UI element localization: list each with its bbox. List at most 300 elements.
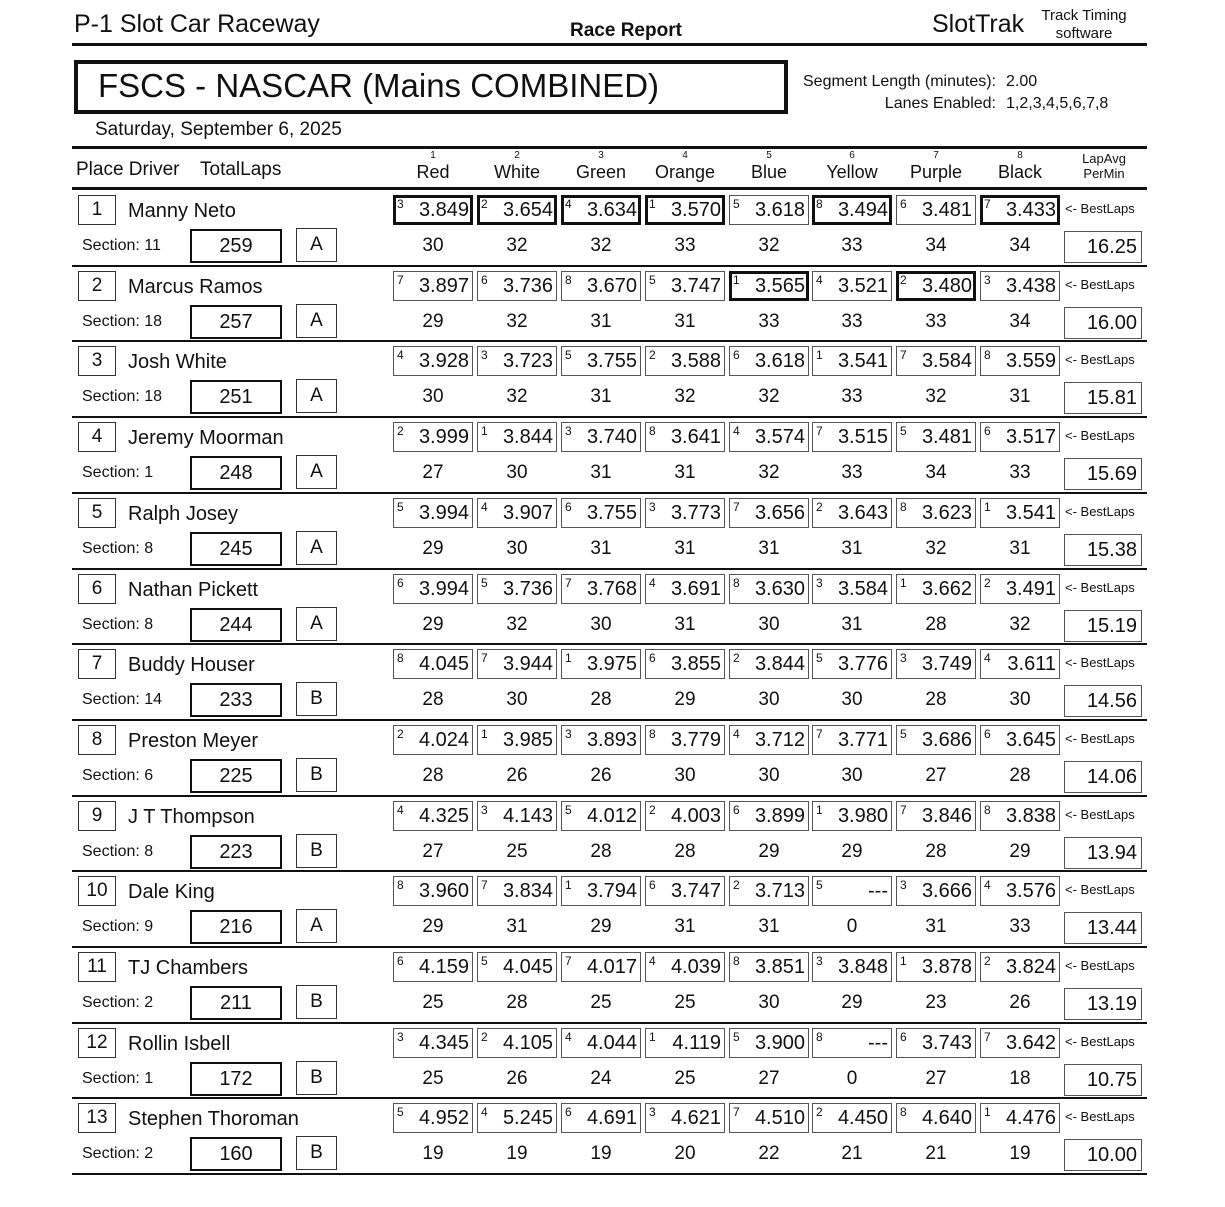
lap-avg-per-min: 13.19	[1064, 988, 1142, 1020]
lane-lap-count: 25	[422, 992, 444, 1013]
best-lap-lane: 2	[733, 878, 740, 893]
lane-lap-count: 30	[758, 992, 780, 1013]
best-lap-time: 4.105	[502, 1031, 553, 1054]
brand-name: SlotTrak	[932, 10, 1025, 38]
best-lap-lane: 6	[900, 1029, 907, 1044]
best-lap-cell	[729, 649, 809, 679]
lane-lap-count: 21	[841, 1143, 863, 1165]
lane-color: Yellow	[826, 162, 878, 182]
driver-name: Jeremy Moorman	[128, 427, 284, 450]
best-lap-cell	[561, 801, 641, 831]
best-lap-lane: 4	[816, 272, 823, 287]
best-lap-lane: 5	[481, 954, 488, 968]
lane-lap-count: 0	[846, 1067, 858, 1089]
lane-lap-count: 19	[1009, 1143, 1031, 1165]
best-lap-time: ---	[868, 1031, 888, 1054]
best-lap-cell	[812, 876, 892, 906]
section-number: Section: 8	[82, 539, 154, 557]
best-lap-lane: 4	[481, 499, 488, 514]
best-lap-lane: 2	[397, 424, 404, 439]
best-lap-cell	[812, 801, 892, 831]
best-lap-lane: 6	[649, 878, 656, 893]
group-letter: B	[296, 834, 337, 868]
best-lap-time: 3.565	[754, 274, 805, 297]
best-lap-lane: 3	[481, 802, 488, 817]
lane-lap-count: 29	[758, 840, 780, 862]
best-lap-cell	[477, 271, 557, 301]
place-number: 3	[78, 346, 116, 376]
lane-lap-count: 26	[506, 764, 528, 786]
lane-lap-count: 22	[758, 1143, 780, 1165]
best-lap-cell	[477, 195, 557, 225]
lane-lap-count: 26	[506, 1067, 528, 1089]
best-lap-lane: 2	[397, 726, 404, 741]
best-lap-time: 3.576	[1005, 880, 1056, 903]
best-lap-cell	[896, 801, 976, 831]
best-lap-cell	[812, 574, 892, 604]
lane-lap-count: 28	[590, 689, 612, 711]
best-laps-label: <- BestLaps	[1065, 958, 1135, 973]
best-lap-time: ---	[868, 880, 888, 903]
total-laps: 257	[190, 305, 282, 339]
best-laps-label: <- BestLaps	[1065, 503, 1135, 519]
lane-header-purple	[896, 150, 976, 183]
best-lap-time: 3.779	[670, 728, 721, 751]
lane-lap-count: 32	[506, 310, 528, 332]
best-lap-time: 3.899	[754, 804, 805, 827]
best-lap-cell	[477, 1028, 557, 1058]
best-lap-cell	[729, 801, 809, 831]
best-lap-time: 3.670	[586, 274, 637, 297]
lap-avg-per-min: 14.56	[1064, 685, 1142, 717]
best-lap-cell	[812, 649, 892, 679]
group-letter: A	[296, 228, 337, 262]
software-line-2: software	[1055, 25, 1113, 42]
lap-avg-per-min: 13.44	[1064, 912, 1142, 944]
place-number: 2	[78, 271, 116, 301]
place-number: 12	[78, 1028, 116, 1058]
total-laps: 245	[190, 532, 282, 566]
best-lap-time: 3.994	[418, 501, 469, 524]
lane-lap-count: 30	[422, 235, 444, 256]
total-laps: 251	[190, 380, 282, 414]
best-lap-lane: 7	[984, 197, 991, 211]
lane-lap-count: 30	[758, 764, 780, 786]
lane-lap-count: 27	[422, 840, 444, 862]
best-lap-time: 4.345	[418, 1031, 469, 1054]
best-lap-cell	[393, 574, 473, 604]
best-lap-time: 3.541	[1005, 501, 1056, 524]
best-lap-time: 3.755	[586, 501, 637, 524]
best-lap-lane: 7	[481, 651, 488, 666]
lane-color: Blue	[750, 162, 788, 182]
best-lap-lane: 4	[481, 1105, 488, 1120]
lane-lap-count: 30	[758, 689, 780, 711]
lane-lap-count: 28	[1009, 764, 1031, 786]
best-lap-lane: 6	[900, 197, 907, 211]
best-lap-lane: 6	[481, 272, 488, 287]
lane-lap-count: 31	[590, 310, 612, 332]
best-lap-cell	[812, 725, 892, 755]
best-lap-lane: 3	[397, 1029, 404, 1044]
best-lap-cell	[980, 346, 1060, 376]
best-lap-cell	[645, 271, 725, 301]
best-lap-cell	[393, 725, 473, 755]
place-number: 4	[78, 422, 116, 452]
best-lap-lane: 7	[565, 954, 572, 968]
lane-lap-count: 26	[1009, 992, 1031, 1013]
best-lap-lane: 1	[816, 802, 823, 817]
best-laps-label: <- BestLaps	[1065, 882, 1135, 898]
lap-avg-per-min: 14.06	[1064, 761, 1142, 793]
header-divider	[72, 43, 1147, 46]
best-lap-lane: 7	[900, 348, 907, 363]
lane-lap-count: 30	[590, 613, 612, 635]
lane-lap-count: 33	[1009, 916, 1031, 938]
best-lap-time: 3.928	[418, 350, 469, 373]
lane-lap-count: 29	[674, 689, 696, 711]
best-lap-time: 3.645	[1005, 728, 1056, 751]
best-lap-lane: 5	[816, 878, 823, 893]
lane-lap-count: 19	[590, 1143, 612, 1165]
lane-lap-count: 32	[506, 613, 528, 635]
best-lap-time: 3.900	[754, 1031, 805, 1054]
best-lap-cell	[561, 574, 641, 604]
best-lap-cell	[561, 346, 641, 376]
lane-lap-count: 31	[841, 613, 863, 635]
row-divider	[72, 492, 1147, 494]
best-lap-lane: 3	[900, 878, 907, 893]
lane-header-red	[393, 150, 473, 183]
group-letter: B	[296, 1061, 337, 1095]
group-letter: A	[296, 909, 337, 943]
best-lap-cell	[812, 498, 892, 528]
best-lap-cell	[896, 1103, 976, 1133]
best-lap-lane: 4	[397, 348, 404, 363]
best-lap-time: 3.618	[754, 199, 805, 221]
best-lap-time: 3.736	[502, 577, 553, 600]
best-lap-cell	[896, 649, 976, 679]
lane-lap-count: 31	[1009, 386, 1031, 408]
best-lap-cell	[980, 1103, 1060, 1133]
lane-header-black	[980, 150, 1060, 183]
best-lap-time: 3.654	[502, 199, 553, 221]
place-number: 7	[78, 649, 116, 679]
total-laps: 211	[190, 986, 282, 1020]
lane-lap-count: 31	[590, 386, 612, 408]
lane-lap-count: 31	[674, 462, 696, 484]
group-letter: A	[296, 455, 337, 489]
driver-name: Josh White	[128, 351, 227, 374]
best-lap-cell	[896, 574, 976, 604]
best-lap-time: 4.476	[1005, 1107, 1056, 1130]
best-lap-cell	[980, 574, 1060, 604]
best-lap-cell	[896, 346, 976, 376]
best-lap-cell	[812, 422, 892, 452]
row-divider	[72, 265, 1147, 267]
total-laps-header: TotalLaps	[200, 159, 282, 180]
best-lap-lane: 2	[984, 954, 991, 968]
total-laps: 216	[190, 910, 282, 944]
best-lap-lane: 3	[649, 1105, 656, 1120]
best-lap-lane: 4	[565, 1029, 572, 1044]
lane-lap-count: 31	[590, 537, 612, 559]
driver-name: Rollin Isbell	[128, 1032, 231, 1055]
best-lap-time: 3.743	[921, 1031, 972, 1054]
best-lap-time: 3.834	[502, 880, 553, 903]
best-lap-time: 3.878	[921, 956, 972, 978]
software-line-1: Track Timing	[1041, 7, 1127, 24]
section-number: Section: 1	[82, 464, 154, 482]
group-letter: A	[296, 304, 337, 338]
best-lap-cell	[980, 271, 1060, 301]
best-lap-time: 3.980	[837, 804, 888, 827]
lane-color: White	[493, 162, 540, 182]
row-divider	[72, 870, 1147, 872]
lane-header-green	[561, 150, 641, 183]
best-lap-cell	[477, 498, 557, 528]
row-divider	[72, 1022, 1147, 1024]
place-number: 11	[78, 952, 116, 982]
best-lap-lane: 4	[649, 575, 656, 590]
section-number: Section: 6	[82, 766, 154, 784]
best-lap-time: 3.662	[921, 577, 972, 600]
best-lap-lane: 8	[397, 878, 404, 893]
section-number: Section: 18	[82, 388, 163, 406]
lane-lap-count: 28	[422, 689, 444, 711]
best-lap-cell	[561, 876, 641, 906]
best-lap-cell	[812, 1103, 892, 1133]
best-lap-time: 3.438	[1005, 274, 1056, 297]
lap-avg-per-min: 10.75	[1064, 1064, 1142, 1096]
best-lap-cell	[980, 195, 1060, 225]
best-lap-lane: 3	[649, 499, 656, 514]
best-lap-cell	[812, 346, 892, 376]
best-lap-cell	[393, 1028, 473, 1058]
best-lap-time: 3.736	[502, 274, 553, 297]
lanes-enabled-value: 1,2,3,4,5,6,7,8	[1006, 95, 1109, 112]
best-lap-time: 3.481	[921, 199, 972, 221]
lane-lap-count: 33	[841, 462, 863, 484]
lane-lap-count: 32	[925, 537, 947, 559]
best-lap-lane: 8	[733, 575, 740, 590]
best-laps-label: <- BestLaps	[1065, 428, 1135, 444]
best-lap-time: 3.773	[670, 501, 721, 524]
lane-lap-count: 31	[674, 613, 696, 635]
best-lap-cell	[980, 649, 1060, 679]
lane-lap-count: 25	[506, 840, 528, 862]
group-letter: B	[296, 985, 337, 1019]
best-laps-label: <- BestLaps	[1065, 276, 1135, 292]
lane-lap-count: 25	[422, 1067, 444, 1089]
lane-lap-count: 32	[506, 235, 528, 256]
lane-lap-count: 30	[506, 689, 528, 711]
lane-lap-count: 28	[925, 840, 947, 862]
lap-avg-per-min: 15.81	[1064, 382, 1142, 414]
lane-lap-count: 28	[925, 613, 947, 635]
best-lap-cell	[729, 952, 809, 982]
best-lap-lane: 6	[397, 954, 404, 968]
lanes-enabled-label: Lanes Enabled:	[884, 95, 996, 112]
lane-lap-count: 30	[506, 462, 528, 484]
best-lap-lane: 8	[984, 802, 991, 817]
best-lap-lane: 4	[649, 954, 656, 968]
best-lap-cell	[561, 498, 641, 528]
best-lap-cell	[477, 952, 557, 982]
best-lap-time: 4.012	[586, 804, 637, 827]
best-lap-cell	[896, 498, 976, 528]
place-number: 9	[78, 801, 116, 831]
lane-lap-count: 19	[506, 1143, 528, 1165]
best-lap-cell	[896, 952, 976, 982]
best-lap-cell	[393, 952, 473, 982]
lane-color: Purple	[909, 162, 963, 182]
best-lap-lane: 7	[565, 575, 572, 590]
best-lap-lane: 1	[565, 878, 572, 893]
section-number: Section: 2	[82, 994, 154, 1011]
lane-lap-count: 29	[590, 916, 612, 938]
best-lap-time: 3.433	[1005, 199, 1056, 221]
best-lap-lane: 8	[900, 1105, 907, 1120]
driver-name: Buddy Houser	[128, 654, 255, 677]
best-lap-cell	[980, 952, 1060, 982]
lane-lap-count: 20	[674, 1143, 696, 1165]
lane-lap-count: 18	[1009, 1067, 1031, 1089]
lap-avg-per-min: 13.94	[1064, 837, 1142, 869]
best-lap-lane: 2	[900, 272, 907, 287]
place-number: 6	[78, 574, 116, 604]
lane-lap-count: 29	[422, 537, 444, 559]
best-lap-cell	[896, 1028, 976, 1058]
lane-lap-count: 32	[925, 386, 947, 408]
best-lap-cell	[561, 1028, 641, 1058]
section-number: Section: 8	[82, 615, 154, 633]
best-lap-cell	[477, 876, 557, 906]
lane-lap-count: 29	[422, 916, 444, 938]
best-lap-time: 3.584	[921, 350, 972, 373]
best-lap-lane: 4	[733, 424, 740, 439]
best-lap-time: 3.838	[1005, 804, 1056, 827]
best-lap-lane: 2	[984, 575, 991, 590]
best-lap-cell	[729, 574, 809, 604]
lane-lap-count: 31	[674, 537, 696, 559]
best-lap-lane: 5	[733, 197, 740, 211]
best-lap-time: 3.643	[837, 501, 888, 524]
best-lap-cell	[393, 876, 473, 906]
best-lap-time: 3.844	[754, 653, 805, 676]
lane-number: 7	[933, 150, 939, 161]
best-lap-cell	[729, 422, 809, 452]
lane-number: 1	[430, 150, 436, 161]
driver-name: Marcus Ramos	[128, 275, 263, 298]
best-lap-time: 4.952	[418, 1107, 469, 1130]
best-lap-cell	[896, 422, 976, 452]
best-lap-time: 3.747	[670, 880, 721, 903]
section-number: Section: 11	[82, 237, 161, 254]
best-lap-time: 3.975	[586, 653, 637, 676]
best-lap-lane: 3	[816, 575, 823, 590]
best-lap-cell	[477, 346, 557, 376]
lane-lap-count: 29	[841, 840, 863, 862]
best-lap-lane: 8	[649, 726, 656, 741]
best-lap-time: 3.846	[921, 804, 972, 827]
lane-lap-count: 30	[841, 689, 863, 711]
lane-lap-count: 21	[925, 1143, 947, 1165]
lane-header-orange	[645, 150, 725, 183]
best-lap-cell	[393, 346, 473, 376]
lane-lap-count: 34	[925, 462, 947, 484]
lane-lap-count: 31	[841, 537, 863, 559]
lane-lap-count: 31	[758, 537, 780, 559]
place-number: 1	[78, 195, 116, 225]
best-lap-lane: 6	[984, 726, 991, 741]
lane-lap-count: 34	[1009, 235, 1031, 256]
best-lap-lane: 7	[984, 1029, 991, 1044]
lane-lap-count: 32	[674, 386, 696, 408]
best-lap-cell	[561, 422, 641, 452]
lane-header-white	[477, 150, 557, 183]
best-lap-time: 5.245	[502, 1107, 553, 1130]
column-header-top-rule	[72, 146, 1147, 149]
lane-lap-count: 30	[758, 613, 780, 635]
best-lap-cell	[561, 1103, 641, 1133]
best-lap-time: 3.855	[670, 653, 721, 676]
total-laps: 160	[190, 1137, 282, 1171]
lap-avg-per-min: 15.69	[1064, 458, 1142, 490]
venue-name: P-1 Slot Car Raceway	[74, 10, 320, 38]
lap-avg-header-line-1: LapAvg	[1082, 151, 1126, 166]
best-lap-time: 3.768	[586, 577, 637, 600]
best-lap-cell	[980, 876, 1060, 906]
lane-lap-count: 31	[506, 916, 528, 938]
best-lap-lane: 1	[984, 1105, 991, 1120]
best-lap-time: 4.510	[754, 1107, 805, 1130]
best-lap-lane: 6	[565, 499, 572, 514]
best-lap-lane: 5	[565, 348, 572, 363]
report-title: Race Report	[570, 20, 682, 41]
best-lap-lane: 3	[816, 954, 823, 968]
lane-lap-count: 31	[758, 916, 780, 938]
best-lap-lane: 1	[565, 651, 572, 666]
driver-name: Stephen Thoroman	[128, 1108, 299, 1131]
best-lap-lane: 3	[565, 726, 572, 741]
lane-color: Black	[997, 162, 1042, 182]
lane-number: 4	[682, 150, 688, 161]
best-lap-time: 3.944	[502, 653, 553, 676]
best-lap-lane: 4	[397, 802, 404, 817]
group-letter: B	[296, 758, 337, 792]
best-lap-cell	[729, 1103, 809, 1133]
best-laps-label: <- BestLaps	[1065, 730, 1135, 746]
best-lap-cell	[980, 801, 1060, 831]
lap-avg-header	[1068, 151, 1140, 181]
best-lap-time: 3.999	[418, 426, 469, 449]
best-lap-time: 3.851	[754, 956, 805, 978]
lane-number: 6	[849, 150, 855, 161]
group-letter: B	[296, 682, 337, 716]
lane-lap-count: 32	[1009, 613, 1031, 635]
lap-avg-per-min: 16.00	[1064, 307, 1142, 339]
lane-lap-count: 31	[590, 462, 612, 484]
best-lap-lane: 3	[481, 348, 488, 363]
best-lap-time: 4.691	[586, 1107, 637, 1130]
lane-lap-count: 33	[758, 310, 780, 332]
lane-lap-count: 32	[506, 386, 528, 408]
best-lap-cell	[812, 195, 892, 225]
lane-header-blue	[729, 150, 809, 183]
best-lap-cell	[477, 801, 557, 831]
best-lap-time: 3.491	[1005, 577, 1056, 600]
